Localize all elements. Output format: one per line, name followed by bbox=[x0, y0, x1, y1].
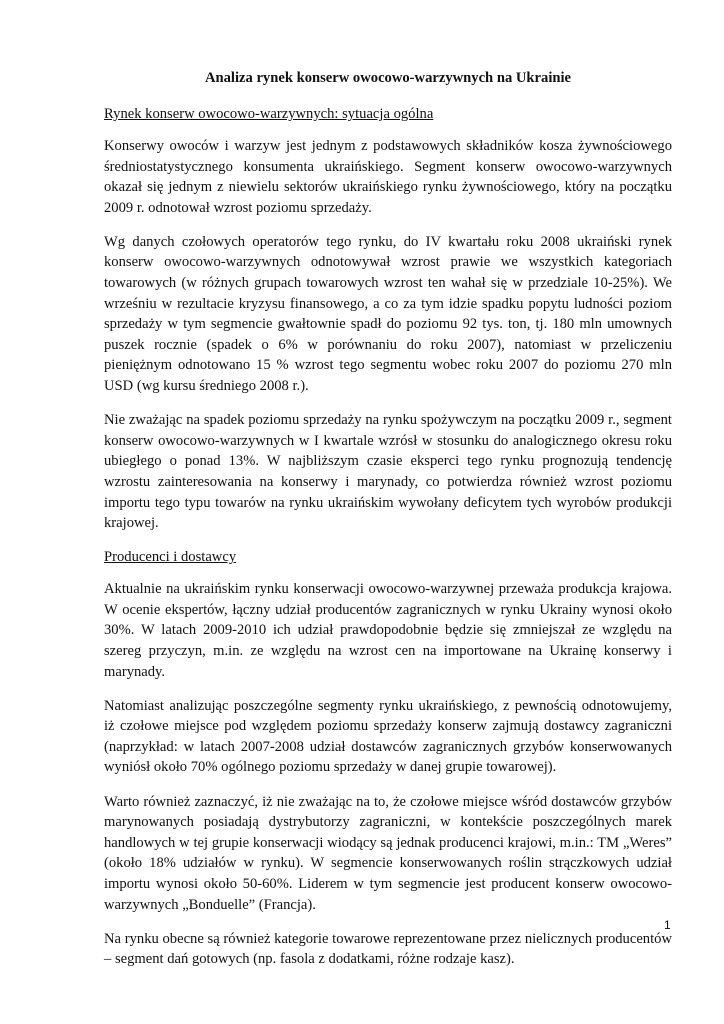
document-title: Analiza rynek konserw owocowo-warzywnych na Ukrainie bbox=[204, 70, 572, 86]
paragraph-7: Na rynku obecne są również kategorie towarowe reprezentowane przez nielicznych producentów – segment dań gotowych (np. fasola z dodatkami, różne rodzaje kasz). bbox=[104, 930, 672, 968]
page-number: 1 bbox=[664, 918, 671, 932]
paragraph-2: Wg danych czołowych operatorów tego rynku, do IV kwartału roku 2008 ukraiński rynek konserw owocowo-warzywnych odnotowywał wzrost prawie we wszystkich kategoriach towarowych (w różnych grupach towarowych wzrost ten wahał się w przedziale 10-25%). We wrześniu w rezultacie kryzysu finansowego, a co za tym idzie spadku popytu ludności poziom sprzedaży w tym segmencie gwałtownie spadł do poziomu 92 tys. ton, tj. 180 mln umownych puszek rocznie (spadek o 6% w porównaniu do roku 2007), natomiast w przeliczeniu pieniężnym odnotowano 15 % wzrost tego segmentu wobec roku 2007 do poziomu 270 mln USD (wg kursu średniego 2008 r.). bbox=[104, 233, 672, 395]
paragraph-5: Natomiast analizując poszczególne segmenty rynku ukraińskiego, z pewnością odnotowujemy, iż czołowe miejsce pod względem poziomu sprzedaży konserw zajmują dostawcy zagraniczni (naprzykład: w latach 2007-2008 udział dostawców zagranicznych grzybów konserwowanych wyniósł około 70% ogólnego poziomu sprzedaży w danej grupie towarowej). bbox=[104, 697, 672, 776]
paragraph-6: Warto również zaznaczyć, iż nie zważając na to, że czołowe miejsce wśród dostawców grzybów marynowanych posiadają dystrybutorzy zagraniczni, w kontekście poszczególnych marek handlowych w tej grupie konserwacji wiodący są jednak producenci krajowi, m.in.: TM „Weres” (około 18% udziałów w rynku). W segmencie konserwowanych roślin strączkowych udział importu wynosi około 50-60%. Liderem w tym segmencie jest producent konserw owocowo-warzywnych „Bonduelle” (Francja). bbox=[104, 793, 672, 913]
paragraph-1: Konserwy owoców i warzyw jest jednym z podstawowych składników kosza żywnościowego średniostatystycznego konsumenta ukraińskiego. Segment konserw owocowo-warzywnych okazał się jednym z niewielu sektorów ukraińskiego rynku żywnościowego, który na początku 2009 r. odnotował wzrost poziomu sprzedaży. bbox=[104, 138, 672, 216]
paragraph-3: Nie zważając na spadek poziomu sprzedaży na rynku spożywczym na początku 2009 r., segment konserw owocowo-warzywnych w I kwartale wzrósł w stosunku do analogicznego okresu roku ubiegłego o ponad 13%. W najbliższym czasie eksperci tego rynku prognozują tendencję wzrostu zainteresowania na konserwy i marynady, co potwierdza również wzrost poziomu importu tego typu towarów na rynku ukraińskim wywołany deficytem tych wyrobów produkcji krajowej. bbox=[104, 412, 672, 532]
paragraph-4: Aktualnie na ukraińskim rynku konserwacji owocowo-warzywnej przeważa produkcja krajowa. W ocenie ekspertów, łączny udział producentów zagranicznych w rynku Ukrainy wynosi około 30%. W latach 2009-2010 ich udział prawdopodobnie będzie się zmniejszał ze względu na szereg przyczyn, m.in. ze względu na wzrost cen na importowane na Ukrainę konserwy i marynady. bbox=[104, 581, 672, 680]
section-heading-producers: Producenci i dostawcy bbox=[104, 549, 237, 566]
section-heading-general-situation: Rynek konserw owocowo-warzywnych: sytuacja ogólna bbox=[104, 106, 434, 122]
